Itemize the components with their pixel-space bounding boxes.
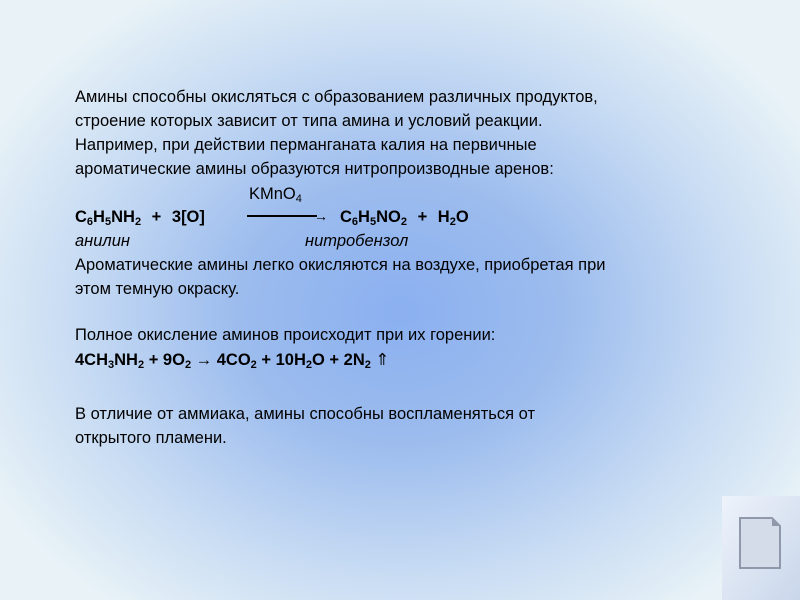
para1-line4: ароматические амины образуются нитропроизводные аренов: xyxy=(75,160,554,178)
name-nitrobenzene: нитробензол xyxy=(305,232,409,250)
para1-line3: Например, при действии перманганата калия на первичные xyxy=(75,136,537,154)
para1-line1: Амины способны окисляться с образованием различных продуктов, xyxy=(75,88,598,106)
reaction-arrow-icon: → xyxy=(314,208,328,224)
name-aniline: анилин xyxy=(75,232,130,250)
reaction-catalyst: KMnO4 xyxy=(249,185,302,205)
para3-line1: Полное окисление аминов происходит при их горении: xyxy=(75,326,496,344)
para2-line1: Ароматические амины легко окисляются на воздухе, приобретая при xyxy=(75,256,606,274)
reaction-arrow-shaft xyxy=(247,215,317,217)
para1-line2: строение которых зависит от типа амина и условий реакции. xyxy=(75,112,543,130)
document-icon xyxy=(722,496,800,600)
gas-arrow-icon: ⇑ xyxy=(370,351,390,369)
reaction-reactants: $C_6H_5NH_2 + 3[O]$ xyxy=(75,208,205,228)
para4-line2: открытого пламени. xyxy=(75,429,227,447)
para4-line1: В отличие от аммиака, амины способны воспламеняться от xyxy=(75,405,536,423)
reaction-products: $C_6H_5NO_2 + H_2O$ xyxy=(340,208,469,228)
combustion-equation: $4CH_3NH_2 + 9O_2 \to 4CO_2 + 10H_2O + 2N_2$ ⇑ xyxy=(75,351,390,371)
para2-line2: этом темную окраску. xyxy=(75,280,240,298)
